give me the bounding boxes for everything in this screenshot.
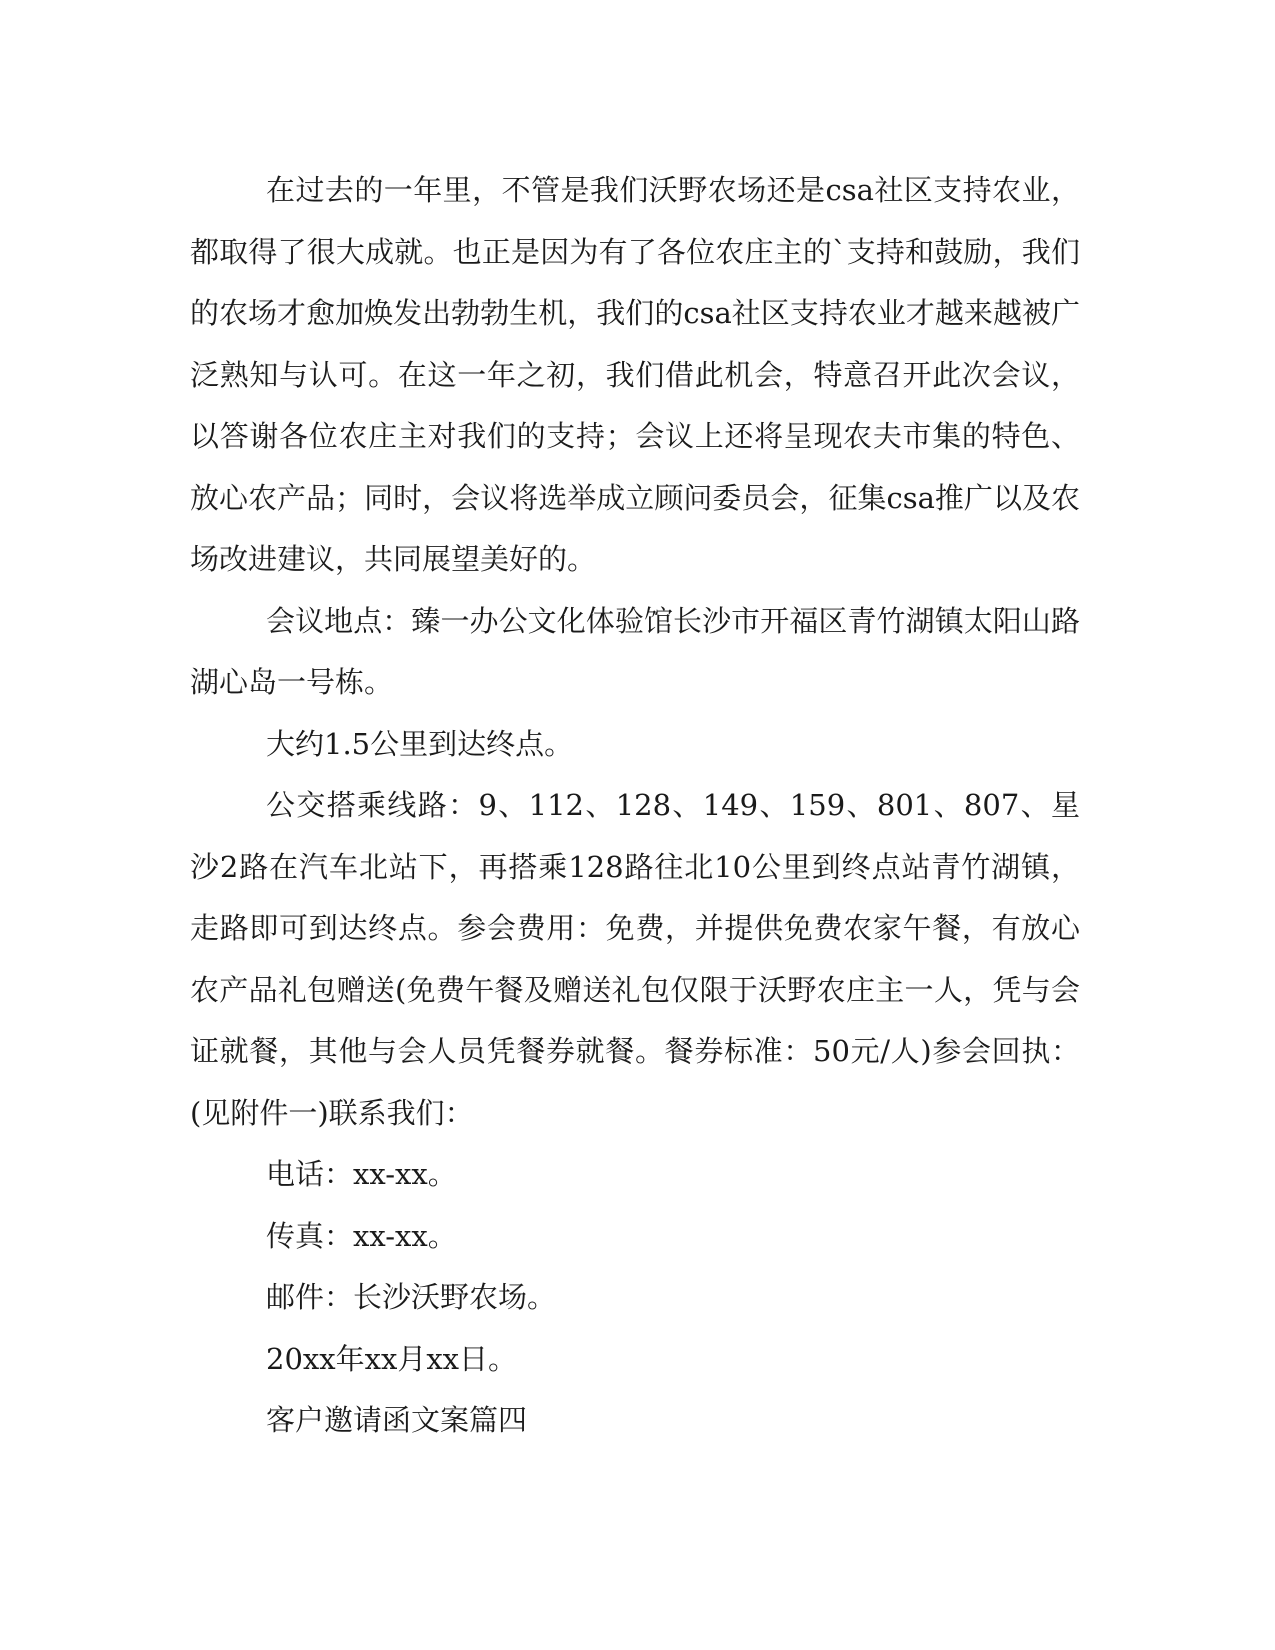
distance-paragraph: 大约1.5公里到达终点。 — [266, 726, 574, 761]
contact-phone: 电话：xx-xx。 — [266, 1157, 457, 1191]
intro-paragraph: 在过去的一年里，不管是我们沃野农场还是csa社区支持农业，都取得了很大成就。也正是因为有了各位农庄主的`支持和鼓励，我们的农场才愈加焕发出勃勃生机，我们的csa社区支持农业才越来越被广泛熟知与认可。在这一年之初，我们借此机会，特意召开此次会议，以答谢各位农庄主对我们的支持；会议上还将呈现农夫市集的特色、放心农产品；同时，会议将选举成立顾问委员会，征集csa推广以及农场改进建议，共同展望美好的。 — [190, 173, 1080, 576]
next-section-heading: 客户邀请函文案篇四 — [266, 1403, 528, 1437]
transport-paragraph: 公交搭乘线路：9、112、128、149、159、801、807、星沙2路在汽车北站下，再搭乘128路往北10公里到终点站青竹湖镇，走路即可到达终点。参会费用：免费，并提供免费农家午餐，有放心农产品礼包赠送(免费午餐及赠送礼包仅限于沃野农庄主一人，凭与会证就餐，其他与会人员凭餐券就餐。餐券标准：50元/人)参会回执：(见附件一)联系我们： — [190, 788, 1080, 1130]
document-date: 20xx年xx月xx日。 — [266, 1341, 518, 1376]
contact-mail: 邮件：长沙沃野农场。 — [266, 1280, 557, 1314]
document-body — [190, 160, 1080, 1452]
venue-paragraph: 会议地点：臻一办公文化体验馆长沙市开福区青竹湖镇太阳山路湖心岛一号栋。 — [190, 603, 1080, 699]
contact-fax: 传真：xx-xx。 — [266, 1218, 457, 1253]
